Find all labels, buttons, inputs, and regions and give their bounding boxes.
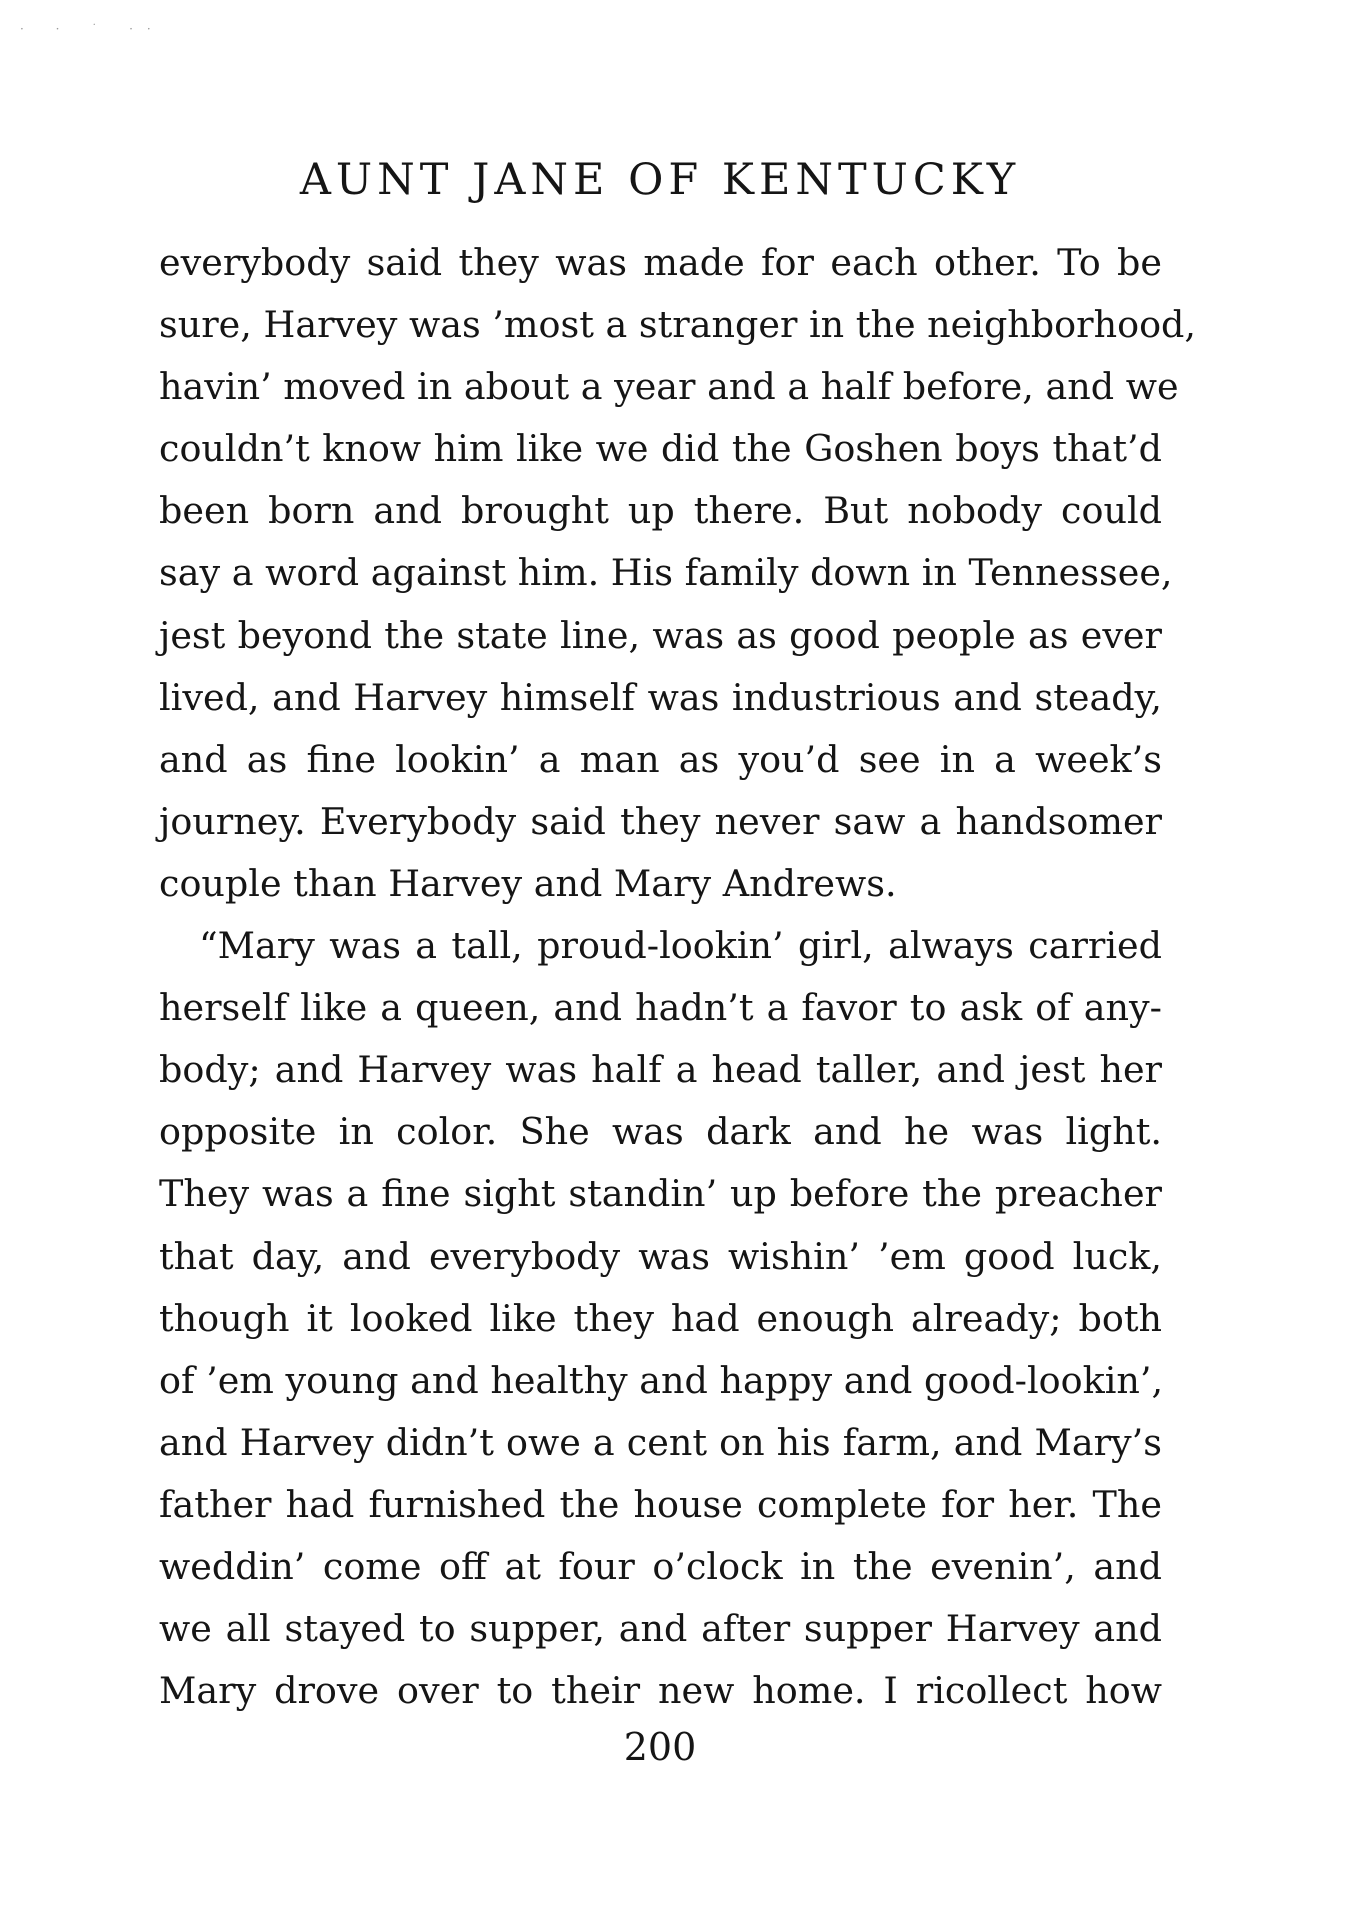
text-line: everybody said they was made for each other. To be [159, 241, 1162, 284]
text-line: “Mary was a tall, proud-lookin’ girl, always carried [199, 924, 1162, 968]
text-line: Mary drove over to their new home. I ricollect how [159, 1669, 1162, 1713]
text-line: havin’ moved in about a year and a half before, and we [159, 365, 1179, 409]
text-line: weddin’ come off at four o’clock in the evenin’, and [159, 1544, 1162, 1588]
text-line: lived, and Harvey himself was industrious and steady, [159, 675, 1162, 719]
text-line: and as fine lookin’ a man as you’d see in a week’s [159, 737, 1162, 781]
text-line: herself like a queen, and hadn’t a favor to ask of any- [159, 986, 1162, 1030]
text-line: opposite in color. She was dark and he was light. [159, 1110, 1162, 1154]
text-line: father had furnished the house complete for her. The [159, 1482, 1162, 1526]
text-line: sure, Harvey was ’most a stranger in the neighborhood, [159, 303, 1197, 347]
text-line: been born and brought up there. But nobody could [159, 489, 1162, 533]
text-line: jest beyond the state line, was as good people as ever [159, 613, 1162, 657]
text-line: couple than Harvey and Mary Andrews. [159, 861, 897, 905]
text-line: journey. Everybody said they never saw a handsomer [159, 799, 1162, 843]
running-head: AUNT JANE OF KENTUCKY [299, 155, 1021, 205]
text-line: They was a fine sight standin’ up before the preacher [159, 1172, 1162, 1216]
text-line: of ’em young and healthy and happy and good-lookin’, [159, 1358, 1164, 1402]
text-line: that day, and everybody was wishin’ ’em good luck, [159, 1234, 1162, 1278]
text-line: though it looked like they had enough already; both [159, 1296, 1162, 1340]
text-line: we all stayed to supper, and after supper Harvey and [159, 1607, 1162, 1651]
text-line: say a word against him. His family down in Tennessee, [159, 551, 1173, 595]
text-line: body; and Harvey was half a head taller, and jest her [159, 1048, 1162, 1092]
scan-specks: · · ˙ ·· [20, 22, 165, 36]
body-text [159, 232, 1197, 1722]
page-number: 200 [623, 1725, 697, 1769]
text-line: and Harvey didn’t owe a cent on his farm, and Mary’s [159, 1420, 1162, 1464]
text-line: couldn’t know him like we did the Goshen boys that’d [159, 427, 1162, 471]
